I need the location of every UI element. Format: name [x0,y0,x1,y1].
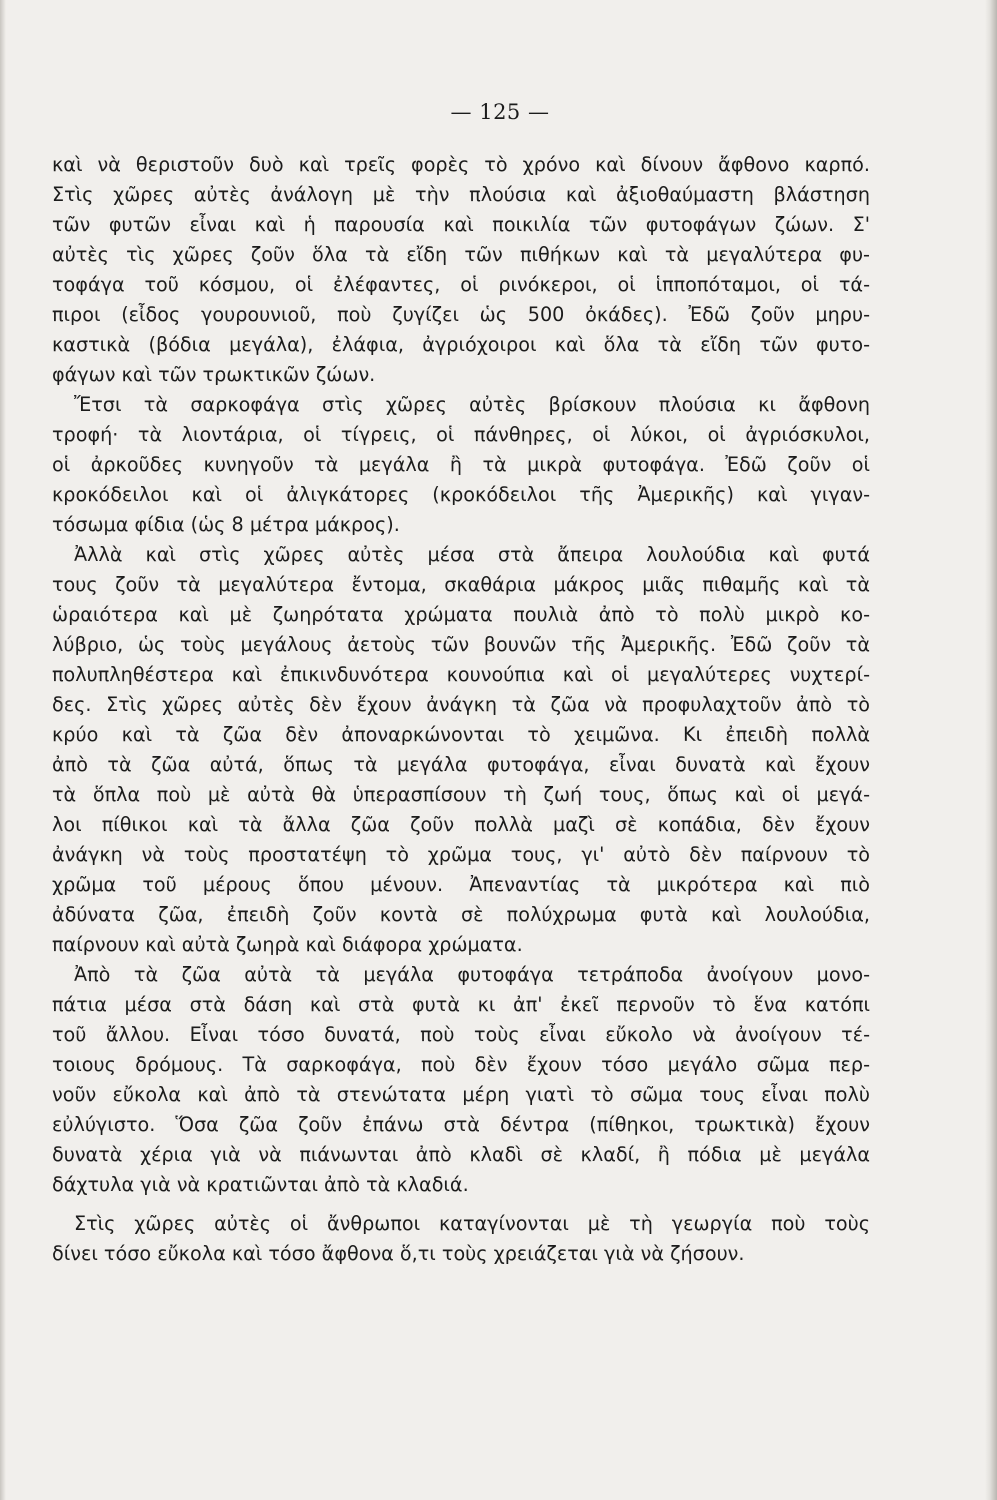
text-line: Ἔτσι τὰ σαρκοφάγα στὶς χῶρες αὐτὲς βρίσκουν πλούσια κι ἄφθονη [74,393,870,416]
text-line: Ἀπὸ τὰ ζῶα αὐτὰ τὰ μεγάλα φυτοφάγα τετράποδα ἀνοίγουν μονο- [74,963,870,986]
text-line: κρύο καὶ τὰ ζῶα δὲν ἀποναρκώνονται τὸ χειμῶνα. Κι ἐπειδὴ πολλὰ [52,723,870,746]
text-line: Στὶς χῶρες αὐτὲς οἱ ἄνθρωποι καταγίνονται μὲ τὴ γεωργία ποὺ τοὺς [74,1212,870,1235]
text-line: καστικὰ (βόδια μεγάλα), ἐλάφια, ἀγριόχοιροι καὶ ὅλα τὰ εἴδη τῶν φυτο- [52,333,870,356]
text-line: χρῶμα τοῦ μέρους ὅπου μένουν. Ἀπεναντίας τὰ μικρότερα καὶ πιὸ [52,873,870,896]
text-line: Ἀλλὰ καὶ στὶς χῶρες αὐτὲς μέσα στὰ ἄπειρα λουλούδια καὶ φυτά [74,543,870,566]
text-line: καὶ νὰ θεριστοῦν δυὸ καὶ τρεῖς φορὲς τὸ χρόνο καὶ δίνουν ἄφθονο καρπό. [52,153,870,176]
text-line: πάτια μέσα στὰ δάση καὶ στὰ φυτὰ κι ἀπ' ἐκεῖ περνοῦν τὸ ἕνα κατόπι [52,993,870,1016]
text-line: λοι πίθικοι καὶ τὰ ἄλλα ζῶα ζοῦν πολλὰ μαζὶ σὲ κοπάδια, δὲν ἔχουν [52,813,870,836]
text-line: ἀπὸ τὰ ζῶα αὐτά, ὅπως τὰ μεγάλα φυτοφάγα, εἶναι δυνατὰ καὶ ἔχουν [52,753,870,776]
text-line: τῶν φυτῶν εἶναι καὶ ἡ παρουσία καὶ ποικιλία τῶν φυτοφάγων ζώων. Σ' [52,213,870,236]
text-line: αὐτὲς τὶς χῶρες ζοῦν ὅλα τὰ εἴδη τῶν πιθήκων καὶ τὰ μεγαλύτερα φυ- [52,243,870,266]
text-line: δίνει τόσο εὔκολα καὶ τόσο ἄφθονα ὅ,τι τοὺς χρειάζεται γιὰ νὰ ζήσουν. [52,1242,745,1265]
text-line: ὡραιότερα καὶ μὲ ζωηρότατα χρώματα πουλιὰ ἀπὸ τὸ πολὺ μικρὸ κο- [52,603,870,626]
paragraph-gap [52,1200,870,1209]
text-line: οἱ ἀρκοῦδες κυνηγοῦν τὰ μεγάλα ἢ τὰ μικρὰ φυτοφάγα. Ἐδῶ ζοῦν οἱ [52,453,870,476]
text-line: τροφή· τὰ λιοντάρια, οἱ τίγρεις, οἱ πάνθηρες, οἱ λύκοι, οἱ ἀγριόσκυλοι, [52,423,870,446]
text-line: ἀδύνατα ζῶα, ἐπειδὴ ζοῦν κοντὰ σὲ πολύχρωμα φυτὰ καὶ λουλούδια, [52,903,870,926]
text-line: τοφάγα τοῦ κόσμου, οἱ ἐλέφαντες, οἱ ρινόκεροι, οἱ ἱπποπόταμοι, οἱ τά- [52,273,870,296]
text-line: δες. Στὶς χῶρες αὐτὲς δὲν ἔχουν ἀνάγκη τὰ ζῶα νὰ προφυλαχτοῦν ἀπὸ τὸ [52,693,870,716]
text-line: εὐλύγιστο. Ὅσα ζῶα ζοῦν ἐπάνω στὰ δέντρα (πίθηκοι, τρωκτικὰ) ἔχουν [52,1113,870,1136]
text-line: νοῦν εὔκολα καὶ ἀπὸ τὰ στενώτατα μέρη γιατὶ τὸ σῶμα τους εἶναι πολὺ [52,1083,870,1106]
text-line: παίρνουν καὶ αὐτὰ ζωηρὰ καὶ διάφορα χρώματα. [52,933,523,956]
text-line: δυνατὰ χέρια γιὰ νὰ πιάνωνται ἀπὸ κλαδὶ σὲ κλαδί, ἢ πόδια μὲ μεγάλα [52,1143,870,1166]
page-right-edge [985,0,997,1500]
text-line: τόσωμα φίδια (ὡς 8 μέτρα μάκρος). [52,513,400,536]
text-line: πιροι (εἶδος γουρουνιοῦ, ποὺ ζυγίζει ὡς 500 ὀκάδες). Ἐδῶ ζοῦν μηρυ- [52,303,870,326]
body-text [52,150,870,1350]
page-number: — 125 — [450,100,550,124]
text-line: ἀνάγκη νὰ τοὺς προστατέψη τὸ χρῶμα τους, γι' αὐτὸ δὲν παίρνουν τὸ [52,843,870,866]
text-line: τοῦ ἄλλου. Εἶναι τόσο δυνατά, ποὺ τοὺς εἶναι εὔκολο νὰ ἀνοίγουν τέ- [52,1023,870,1046]
text-line: τοιους δρόμους. Τὰ σαρκοφάγα, ποὺ δὲν ἔχουν τόσο μεγάλο σῶμα περ- [52,1053,870,1076]
text-line: πολυπληθέστερα καὶ ἐπικινδυνότερα κουνούπια καὶ οἱ μεγαλύτερες νυχτερί- [52,663,870,686]
text-line: Στὶς χῶρες αὐτὲς ἀνάλογη μὲ τὴν πλούσια καὶ ἀξιοθαύμαστη βλάστηση [52,183,870,206]
text-line: τὰ ὅπλα ποὺ μὲ αὐτὰ θὰ ὑπερασπίσουν τὴ ζωή τους, ὅπως καὶ οἱ μεγά- [52,783,870,806]
text-line: δάχτυλα γιὰ νὰ κρατιῶνται ἀπὸ τὰ κλαδιά. [52,1173,469,1196]
page-left-edge [0,0,6,1500]
text-line: κροκόδειλοι καὶ οἱ ἀλιγκάτορες (κροκόδειλοι τῆς Ἀμερικῆς) καὶ γιγαν- [52,483,870,506]
text-line: φάγων καὶ τῶν τρωκτικῶν ζώων. [52,363,376,386]
text-line: τους ζοῦν τὰ μεγαλύτερα ἔντομα, σκαθάρια μάκρος μιᾶς πιθαμῆς καὶ τὰ [52,573,870,596]
text-line: λύβριο, ὡς τοὺς μεγάλους ἀετοὺς τῶν βουνῶν τῆς Ἀμερικῆς. Ἐδῶ ζοῦν τὰ [52,633,870,656]
